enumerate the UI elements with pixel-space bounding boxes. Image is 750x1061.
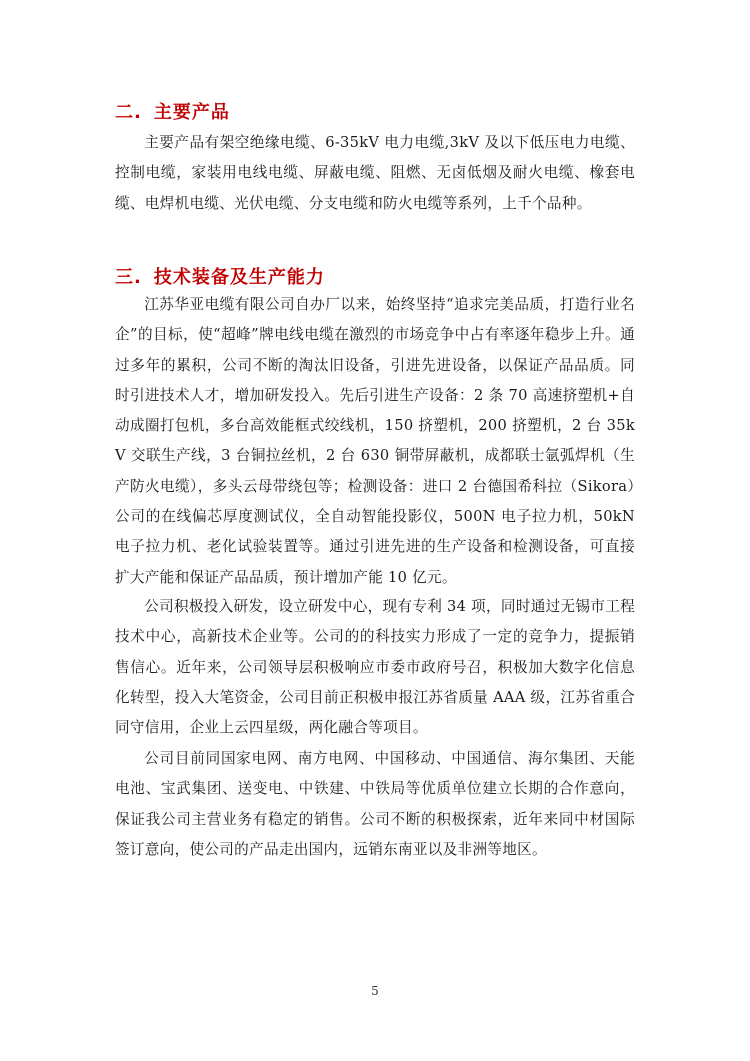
paragraph-research: 公司积极投入研发，设立研发中心，现有专利 34 项，同时通过无锡市工程技术中心，高新技术企业等。公司的的科技实力形成了一定的竞争力，提振销售信心。近年来，公司领导层积极响应市委市政府号召，积极加大数字化信息化转型，投入大笔资金，公司目前正积极申报江苏省质量 AAA 级，江苏省重合同守信用，企业上云四星级，两化融合等项目。 bbox=[115, 598, 635, 737]
paragraph-partners: 公司目前同国家电网、南方电网、中国移动、中国通信、海尔集团、天能电池、宝武集团、送变电、中铁建、中铁局等优质单位建立长期的合作意向，保证我公司主营业务有稳定的销售。公司不断的积极探索，近年来同中材国际签订意向，使公司的产品走出国内，远销东南亚以及非洲等地区。 bbox=[115, 750, 635, 858]
page-number: 5 bbox=[371, 984, 379, 998]
section-heading-technical-equipment bbox=[115, 263, 325, 289]
section-title: 主要产品 bbox=[153, 102, 230, 123]
paragraph-equipment: 江苏华亚电缆有限公司自办厂以来，始终坚持“追求完美品质，打造行业名企”的目标，使“超峰”牌电线电缆在激烈的市场竞争中占有率逐年稳步上升。通过多年的累积，公司不断的淘汰旧设备，引进先进设备，以保证产品品质。同时引进技术人才，增加研发投入。先后引进生产设备：2 条 70 高速挤塑机+自动成圈打包机，多台高效能框式绞线机，150 挤塑机，200 挤塑机，2 台 35kV 交联生产线，3 台铜拉丝机，2 台 630 铜带屏蔽机，成都联士氩弧焊机（生产防火电缆），多头云母带绕包等；检测设备：进口 2 台德国希科拉（Sikora）公司的在线偏芯厚度测试仪，全自动智能投影仪，500N 电子拉力机，50kN 电子拉力机、老化试验装置等。通过引进先进的生产设备和检测设备，可直接扩大产能和保证产品品质，预计增加产能 10 亿元。 bbox=[115, 296, 635, 586]
section-number: 二. bbox=[115, 102, 142, 123]
section-heading-main-products bbox=[115, 98, 230, 124]
paragraph-main-products: 主要产品有架空绝缘电缆、6-35kV 电力电缆,3kV 及以下低压电力电缆、控制电缆，家装用电线电缆、屏蔽电缆、阻燃、无卤低烟及耐火电缆、橡套电缆、电焊机电缆、光伏电缆、分支电缆和防火电缆等系列，上千个品种。 bbox=[115, 134, 635, 212]
section-title: 技术装备及生产能力 bbox=[153, 267, 325, 288]
section-number: 三. bbox=[115, 267, 142, 288]
